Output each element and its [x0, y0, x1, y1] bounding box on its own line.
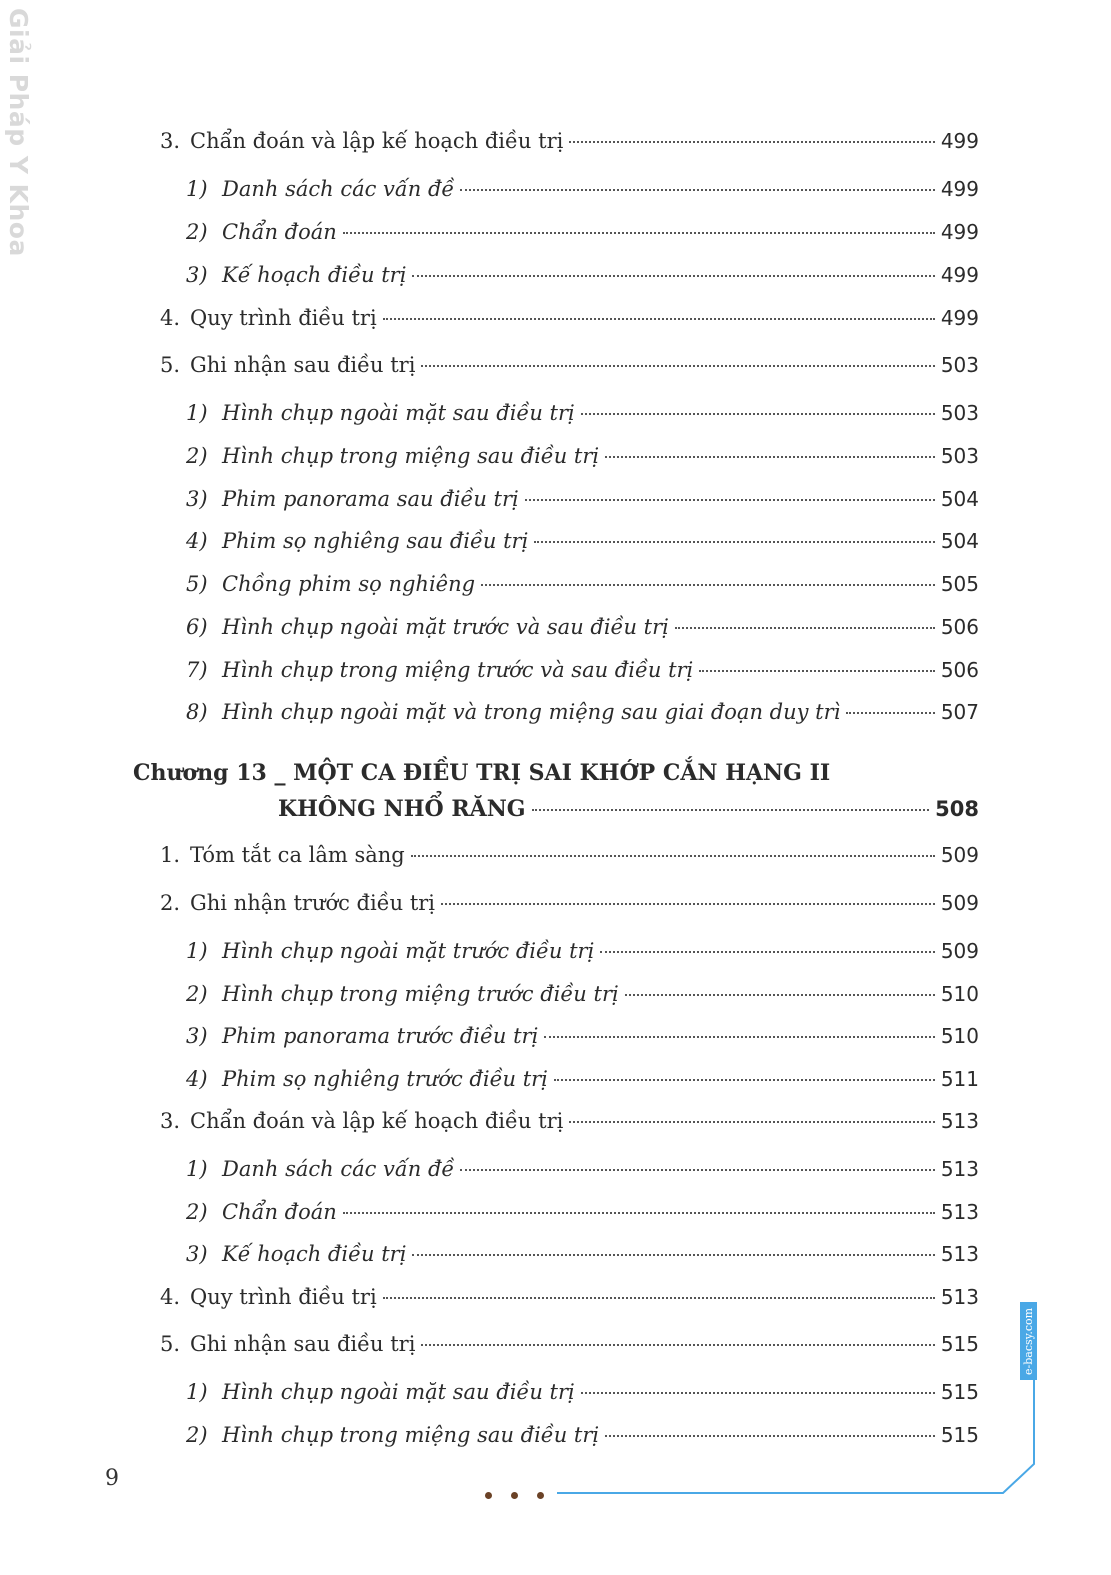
toc-entry-title: Danh sách các vấn đề: [222, 177, 455, 201]
toc-entry-page: 515: [940, 1332, 979, 1356]
toc-entry-title: Phim sọ nghiêng trước điều trị: [222, 1067, 548, 1091]
toc-entry-title: Chẩn đoán và lập kế hoạch điều trị: [190, 1109, 564, 1133]
toc-entry-number: 5.: [160, 353, 181, 377]
chapter-title-line2: KHÔNG NHỔ RĂNG: [278, 796, 526, 822]
toc-entry-title: Phim panorama trước điều trị: [222, 1024, 539, 1048]
toc-entry-number: 3): [186, 263, 208, 287]
toc-entry-number: 2): [186, 1200, 208, 1224]
toc-entry-number: 8): [186, 700, 208, 724]
toc-entry-title: Hình chụp trong miệng trước điều trị: [222, 982, 619, 1006]
toc-entry-page: 504: [940, 487, 979, 511]
toc-entry-page: 515: [940, 1380, 979, 1404]
chapter-title-line1: Chương 13 _ MỘT CA ĐIỀU TRỊ SAI KHỚP CẮN HẠNG II: [133, 760, 831, 786]
toc-entry-page: 503: [940, 401, 979, 425]
toc-entry-number: 6): [186, 615, 208, 639]
toc-entry-number: 4): [186, 529, 208, 553]
toc-entry-title: Kế hoạch điều trị: [222, 263, 407, 287]
toc-entry-number: 3.: [160, 1109, 181, 1133]
toc-entry-page: 506: [940, 615, 979, 639]
toc-entry-page: 513: [940, 1157, 979, 1181]
toc-entry-number: 3): [186, 1024, 208, 1048]
page-number: 9: [105, 1466, 119, 1491]
toc-entry-title: Hình chụp ngoài mặt và trong miệng sau giai đoạn duy trì: [222, 700, 841, 724]
toc-entry-title: Hình chụp ngoài mặt trước và sau điều trị: [222, 615, 669, 639]
toc-entry-number: 1): [186, 1380, 208, 1404]
toc-entry-title: Phim sọ nghiêng sau điều trị: [222, 529, 529, 553]
toc-entry-page: 504: [940, 529, 979, 553]
toc-entry-title: Hình chụp ngoài mặt sau điều trị: [222, 1380, 575, 1404]
corner-line: [557, 1380, 1034, 1493]
toc-entry-number: 2.: [160, 891, 181, 915]
toc-entry-number: 4.: [160, 1285, 181, 1309]
toc-entry-page: 513: [940, 1285, 979, 1309]
toc-entry-page: 503: [940, 444, 979, 468]
toc-entry-title: Ghi nhận trước điều trị: [190, 891, 436, 915]
toc-entry-number: 3.: [160, 129, 181, 153]
toc-entry-page: 509: [940, 843, 979, 867]
toc-entry-page: 509: [940, 939, 979, 963]
toc-entry-number: 1): [186, 401, 208, 425]
toc-entry-number: 7): [186, 658, 208, 682]
toc-entry-number: 1): [186, 177, 208, 201]
toc-entry-page: 499: [940, 220, 979, 244]
toc-entry-title: Ghi nhận sau điều trị: [190, 353, 416, 377]
toc-entry-title: Ghi nhận sau điều trị: [190, 1332, 416, 1356]
watermark-left: Giải Pháp Y Khoa: [4, 8, 33, 257]
toc-entry-page: 513: [940, 1200, 979, 1224]
toc-entry-title: Quy trình điều trị: [190, 1285, 377, 1309]
toc-entry-page: 507: [940, 700, 979, 724]
toc-entry-number: 3): [186, 487, 208, 511]
toc-entry-title: Chồng phim sọ nghiêng: [222, 572, 476, 596]
toc-entry-title: Hình chụp ngoài mặt trước điều trị: [222, 939, 595, 963]
toc-entry-title: Kế hoạch điều trị: [222, 1242, 407, 1266]
toc-entry-page: 509: [940, 891, 979, 915]
toc-entry-page: 505: [940, 572, 979, 596]
toc-entry-page: 510: [940, 982, 979, 1006]
toc-entry-page: 513: [940, 1242, 979, 1266]
toc-entry-page: 499: [940, 306, 979, 330]
toc-entry-number: 2): [186, 220, 208, 244]
toc-entry-page: 510: [940, 1024, 979, 1048]
toc-entry-title: Danh sách các vấn đề: [222, 1157, 455, 1181]
toc-entry-number: 4.: [160, 306, 181, 330]
toc-entry-title: Hình chụp trong miệng sau điều trị: [222, 1423, 600, 1447]
toc-entry-page: 499: [940, 177, 979, 201]
toc-entry-number: 5.: [160, 1332, 181, 1356]
toc-entry-title: Chẩn đoán: [222, 1200, 337, 1224]
toc-entry-number: 3): [186, 1242, 208, 1266]
chapter-page-number: 508: [935, 797, 979, 821]
toc-entry-page: 503: [940, 353, 979, 377]
toc-entry-number: 1.: [160, 843, 181, 867]
toc-entry-page: 499: [940, 129, 979, 153]
toc-entry-number: 2): [186, 444, 208, 468]
watermark-right: e-bacsy.com: [1020, 1302, 1037, 1380]
toc-entry-number: 2): [186, 1423, 208, 1447]
toc-entry-title: Hình chụp trong miệng trước và sau điều trị: [222, 658, 694, 682]
toc-entry-number: 1): [186, 939, 208, 963]
toc-entry-number: 1): [186, 1157, 208, 1181]
toc-entry-title: Quy trình điều trị: [190, 306, 377, 330]
toc-entry-number: 5): [186, 572, 208, 596]
toc-entry-page: 506: [940, 658, 979, 682]
toc-entry-title: Phim panorama sau điều trị: [222, 487, 519, 511]
toc-entry-title: Tóm tắt ca lâm sàng: [190, 843, 405, 867]
toc-entry-page: 513: [940, 1109, 979, 1133]
toc-entry-title: Chẩn đoán: [222, 220, 337, 244]
toc-entry-title: Hình chụp trong miệng sau điều trị: [222, 444, 600, 468]
toc-entry-title: Chẩn đoán và lập kế hoạch điều trị: [190, 129, 564, 153]
toc-entry-page: 499: [940, 263, 979, 287]
toc-entry-number: 4): [186, 1067, 208, 1091]
toc-entry-page: 511: [940, 1067, 979, 1091]
toc-entry-title: Hình chụp ngoài mặt sau điều trị: [222, 401, 575, 425]
toc-entry-page: 515: [940, 1423, 979, 1447]
toc-entry-number: 2): [186, 982, 208, 1006]
